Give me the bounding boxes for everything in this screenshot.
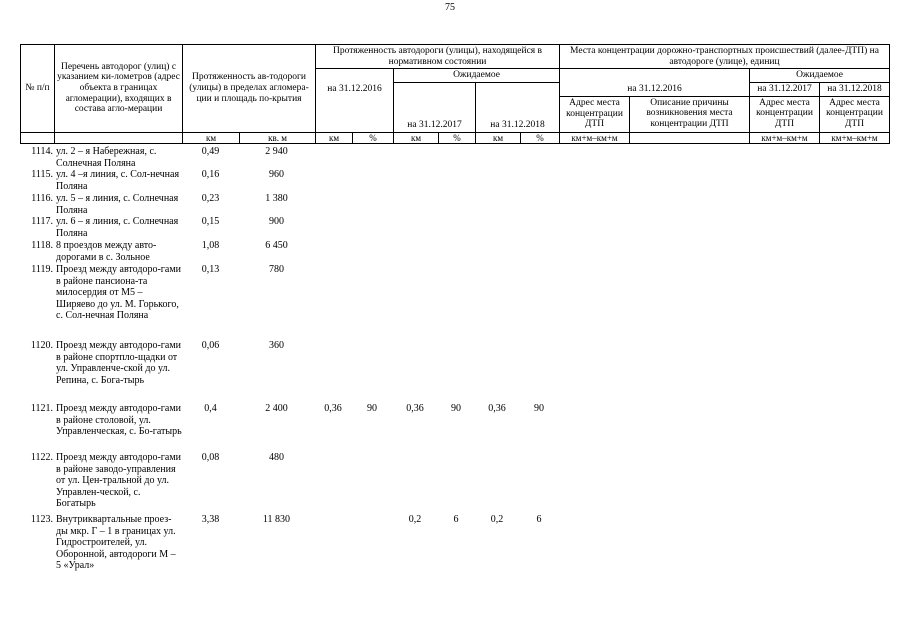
unit-pct-2016: %	[353, 132, 394, 143]
road-name: Проезд между автодоро-гами в районе спортпло-щадки от ул. Управленче-ской до ул. Репина, с. Бога-тырь	[56, 340, 182, 386]
road-length: 0,49	[201, 146, 220, 157]
unit-pct-2018: %	[521, 132, 560, 143]
road-length: 0,15	[201, 216, 220, 227]
road-name: 8 проездов между авто-дорогами в с. Зольное	[56, 240, 157, 263]
road-name: Проезд между автодоро-гами в районе заводо-управления от ул. Цен-тральной до ул. Управлен-ческой, с. Богатырь	[56, 452, 182, 509]
road-area: 780	[269, 264, 284, 275]
row-number: 1120.	[30, 340, 53, 351]
header-dtp-address: Адрес места концентрации ДТП	[560, 96, 630, 132]
norm-km-2018: 0,2	[490, 514, 504, 525]
row-number: 1116.	[31, 193, 53, 204]
norm-km-2017: 0,2	[408, 514, 422, 525]
row-number: 1117.	[31, 216, 53, 227]
unit-reason-blank	[630, 132, 750, 143]
header-dtp-date-2018: на 31.12.2018	[820, 82, 890, 96]
header-date-2017: на 31.12.2017	[394, 82, 476, 132]
unit-km-2018: км	[476, 132, 521, 143]
row-number: 1122.	[30, 452, 53, 463]
header-group-norm: Протяженность автодороги (улицы), находящейся в нормативном состоянии	[316, 45, 560, 69]
road-name: Проезд между автодоро-гами в районе столовой, ул. Управленческая, с. Бо-гатырь	[56, 403, 182, 437]
road-area: 900	[269, 216, 284, 227]
road-area: 2 940	[265, 146, 288, 157]
header-date-2016-cont	[316, 96, 394, 132]
road-area: 1 380	[265, 193, 288, 204]
road-length: 0,23	[201, 193, 220, 204]
unit-km: км	[183, 132, 240, 143]
road-area: 2 400	[265, 403, 288, 414]
road-length: 0,4	[204, 403, 217, 414]
header-col-list: Перечень автодорог (улиц) с указанием ки-лометров (адрес объекта в границах агломерации), входящих в состава агло-мерации	[55, 45, 183, 133]
header-table	[20, 44, 890, 144]
road-length: 3,38	[201, 514, 220, 525]
header-col-no: № п/п	[21, 45, 55, 133]
road-area: 360	[269, 340, 284, 351]
unit-pct-2017: %	[439, 132, 476, 143]
row-number: 1118.	[31, 240, 53, 251]
header-dtp-address-2018: Адрес места концентрации ДТП	[820, 96, 890, 132]
header-dtp-date-2016: на 31.12.2016	[560, 69, 750, 96]
header-expected: Ожидаемое	[394, 69, 560, 83]
road-name: Внутриквартальные проез-ды мкр. Г – 1 в границах ул. Гидростроителей, ул. Оборонной, автодороги М – 5 «Урал»	[56, 514, 176, 571]
road-area: 6 450	[265, 240, 288, 251]
road-length: 1,08	[201, 240, 220, 251]
row-number: 1119.	[31, 264, 53, 275]
road-area: 11 830	[262, 514, 291, 525]
road-name: ул. 2 – я Набережная, с. Солнечная Поляна	[56, 146, 157, 169]
header-expected-dtp: Ожидаемое	[750, 69, 890, 83]
header-dtp-reason: Описание причины возникновения места концентрации ДТП	[630, 96, 750, 132]
road-area: 960	[269, 169, 284, 180]
unit-kmm-3: км+м–км+м	[820, 132, 890, 143]
row-number: 1121.	[30, 403, 53, 414]
unit-km-2017: км	[394, 132, 439, 143]
norm-pct-2017: 6	[453, 514, 459, 525]
road-name: Проезд между автодоро-гами в районе пансиона-та милосердия от М5 – Ширяево до ул. М. Горького, с. Сол-нечная Поляна	[56, 264, 182, 321]
unit-no-blank	[21, 132, 55, 143]
road-length: 0,13	[201, 264, 220, 275]
road-name: ул. 6 – я линия, с. Солнечная Поляна	[56, 216, 179, 239]
unit-kmm-1: км+м–км+м	[560, 132, 630, 143]
norm-pct-2017: 90	[451, 403, 461, 414]
road-length: 0,06	[201, 340, 220, 351]
norm-km-2018: 0,36	[488, 403, 506, 414]
row-number: 1115.	[31, 169, 53, 180]
row-number: 1114.	[31, 146, 53, 157]
road-length: 0,08	[201, 452, 220, 463]
header-col-length: Протяженность ав-тодороги (улицы) в пределах агломера-ции и площадь по-крытия	[183, 45, 316, 133]
norm-km-2016: 0,36	[324, 403, 342, 414]
norm-pct-2018: 6	[536, 514, 542, 525]
header-date-2016: на 31.12.2016	[316, 69, 394, 96]
road-area: 480	[269, 452, 284, 463]
header-group-dtp: Места концентрации дорожно-транспортных происшествий (далее-ДТП) на автодороге (улице), единиц	[560, 45, 890, 69]
unit-list-blank	[55, 132, 183, 143]
header-dtp-address-2017: Адрес места концентрации ДТП	[750, 96, 820, 132]
unit-km-2016: км	[316, 132, 353, 143]
page-number: 75	[445, 2, 455, 13]
unit-sqm: кв. м	[240, 132, 316, 143]
norm-pct-2016: 90	[367, 403, 377, 414]
road-name: ул. 4 –я линия, с. Сол-нечная Поляна	[56, 169, 180, 192]
norm-km-2017: 0,36	[406, 403, 424, 414]
road-length: 0,16	[201, 169, 220, 180]
header-dtp-date-2017: на 31.12.2017	[750, 82, 820, 96]
unit-kmm-2: км+м–км+м	[750, 132, 820, 143]
road-name: ул. 5 – я линия, с. Солнечная Поляна	[56, 193, 179, 216]
header-date-2018: на 31.12.2018	[476, 82, 560, 132]
row-number: 1123.	[30, 514, 53, 525]
norm-pct-2018: 90	[534, 403, 544, 414]
